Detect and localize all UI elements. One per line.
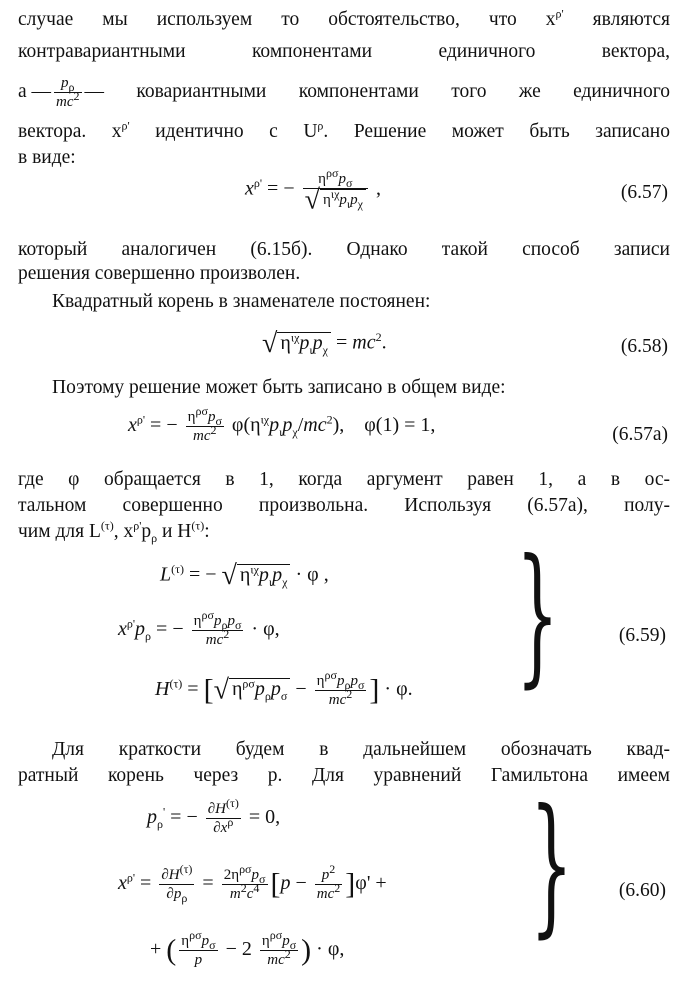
equation-6-59-line1: $L^{(\tau)}$ = − √ $\eta^{\iota\chi}p_\iota p_\chi \cdot \varphi$ ,	[160, 560, 329, 591]
fraction: $\frac{p_\rho}{mc^2}$	[56, 74, 80, 110]
text-line: Квадратный корень в знаменателе постоянен:	[52, 291, 431, 312]
equation-number: (6.59)	[618, 625, 666, 646]
text-line: вектора. $x^{\rho'}$ идентично с $U^\rho$. Решение может быть записано	[18, 118, 670, 142]
equation-number: (6.60)	[618, 880, 666, 901]
text-line: в виде:	[18, 147, 76, 168]
equation-6-57a: $x^{\rho'}$ = − $\frac{\eta^{\rho\sigma}p_\sigma}{mc^2}$ $\varphi(\eta^{\iota\chi}p_\iota p_\chi/mc^2)$, φ(1) = 1,	[128, 404, 436, 444]
text-line: решения совершенно произволен.	[18, 263, 301, 284]
text-line: чим для $L^{(\tau)}$, $x^{\rho'}p_\rho$ и $H^{(\tau)}$:	[18, 518, 210, 545]
equation-6-60-line3: + ( $\frac{\eta^{\rho\sigma}p_\sigma}{p}$ − 2 $\frac{\eta^{\rho\sigma}p_\sigma}{mc^2}$ ) · φ,	[150, 928, 345, 968]
equation-6-57: $x^{\rho'}$ = − $\frac{\eta^{\rho\sigma}p_\sigma}{√ \eta^{\iota\chi}p_\iota p_\chi}$ ,	[245, 166, 381, 216]
text-line: а — $\frac{p_\rho}{mc^2}$ — ковариантными компонентами того же единичного	[18, 74, 670, 110]
right-brace: }	[530, 778, 573, 952]
equation-number: (6.57а)	[612, 424, 668, 445]
right-brace: }	[516, 528, 559, 702]
equation-6-59-line3: $H^{(\tau)}$ = [√ $\eta^{\rho\sigma}p_\rho p_\sigma$ − $\frac{\eta^{\rho\sigma}p_\rho p_\sigma}{mc^2}$ ] · φ.	[155, 668, 413, 708]
text-line: Поэтому решение может быть записано в общем виде:	[52, 377, 506, 398]
text-line: который аналогичен (6.15б). Однако такой способ записи	[18, 239, 670, 260]
equation-6-58: √ $\eta^{\iota\chi}p_\iota p_\chi = mc^2$.	[262, 328, 387, 359]
text-line: случае мы используем то обстоятельство, что $x^{\rho'}$ являются	[18, 6, 670, 30]
text-line: ратный корень через p. Для уравнений Гамильтона имеем	[18, 765, 670, 786]
text-line: Для краткости будем в дальнейшем обозначать квад-	[52, 739, 670, 760]
equation-6-60-line1: $p_\rho'$ = − $\frac{\partial H^{(\tau)}}{\partial x^\rho}$ = 0,	[147, 796, 281, 836]
text-line: где φ обращается в 1, когда аргумент равен 1, а в ос-	[18, 469, 670, 490]
equation-6-60-line2: $x^{\rho'}$ = $\frac{\partial H^{(\tau)}}{\partial p_\rho}$ = $\frac{2\eta^{\rho\sigma}p_\sigma}{m^2c^4}$ [p − $\frac{p^2}{mc^2}$ ]φ' +	[118, 862, 387, 905]
equation-number: (6.58)	[620, 336, 668, 357]
text-line: тальном совершенно произвольна. Используя (6.57а), полу-	[18, 495, 670, 516]
equation-6-59-line2: $x^{\rho'}p_\rho$ = − $\frac{\eta^{\rho\sigma}p_\rho p_\sigma}{mc^2}$ · φ,	[118, 608, 280, 648]
text-line: контравариантными компонентами единичного вектора,	[18, 41, 670, 62]
equation-number: (6.57)	[620, 182, 668, 203]
